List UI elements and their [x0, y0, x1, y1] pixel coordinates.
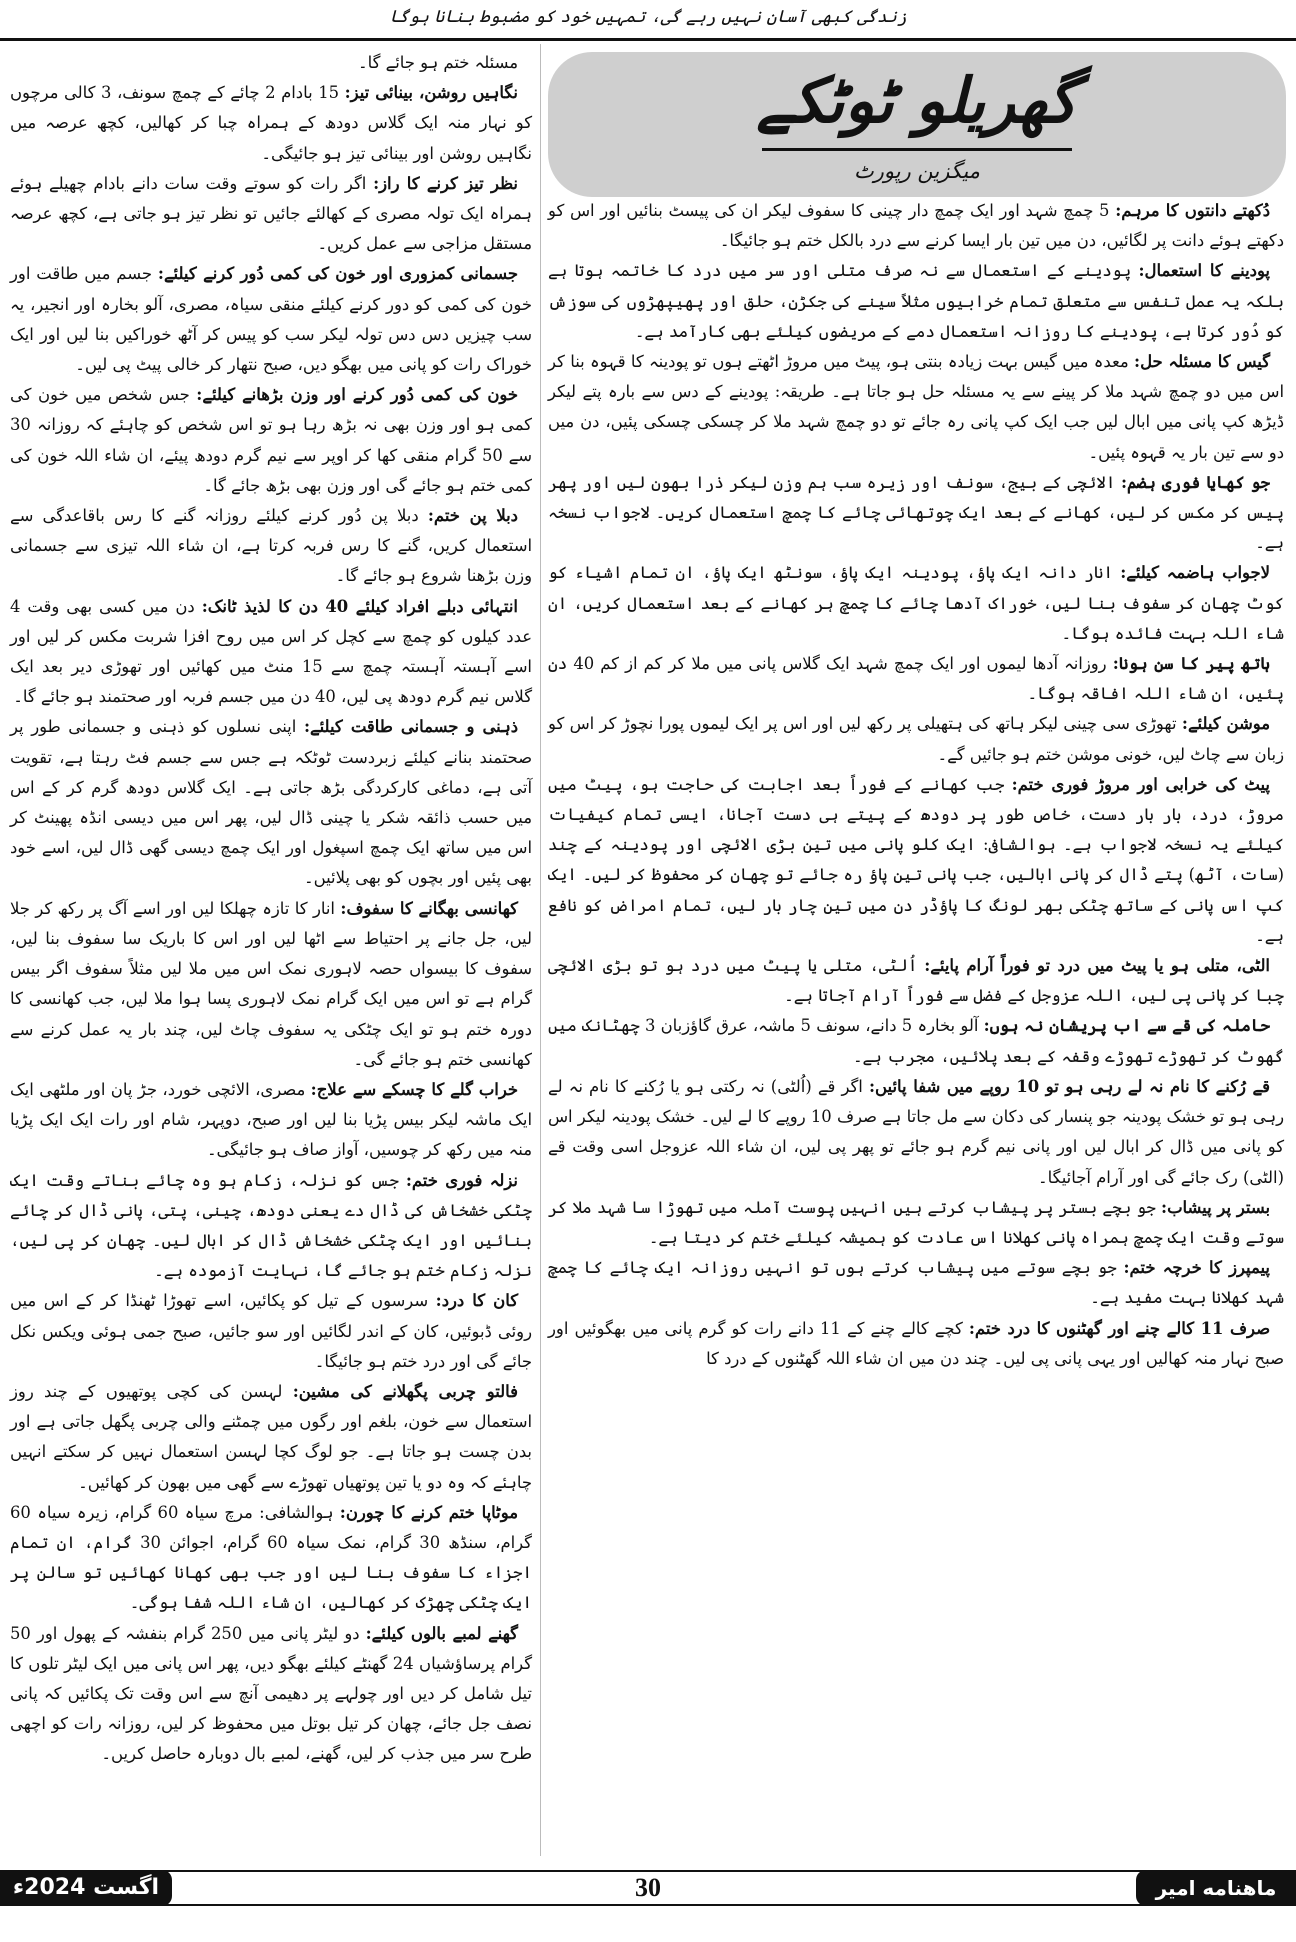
remedy-body: تھوڑی سی چینی لیکر ہاتھ کی ہتھیلی پر رکھ لیں اور اس پر ایک لیموں پورا نچوڑ کر اس کو زبان سے چاٹ لیں، خونی موشن ختم ہو جائیں گے۔ — [548, 714, 1284, 764]
article-title: گھریلو ٹوٹکے — [756, 64, 1078, 137]
remedy-paragraph — [10, 1619, 532, 1770]
remedy-body: 15 بادام 2 چائے کے چمچ سونف، 3 کالی مرچوں کو نہار منہ ایک گلاس دودھ کے ہمراہ چبا کر کھالیں، کچھ عرصہ میں نگاہیں روشن اور بینائی تیز ہو جائیگی۔ — [10, 83, 532, 163]
remedy-heading: جسمانی کمزوری اور خون کی کمی دُور کرنے کیلئے: — [157, 264, 518, 284]
remedy-heading: کھانسی بھگانے کا سفوف: — [340, 898, 518, 918]
remedy-body: اگر رات کو سوتے وقت سات دانے بادام چھیلے ہوئے ہمراہ ایک تولہ مصری کے کھالئے جائیں تو نظر تیز ہو جاتی ہے، کچھ عرصہ مستقل مزاجی سے عمل کریں۔ — [10, 173, 532, 254]
remedy-paragraph — [548, 1253, 1284, 1313]
remedy-paragraph — [10, 48, 532, 78]
remedy-heading: انتہائی دبلے افراد کیلئے 40 دن کا لذیذ ٹانک: — [201, 596, 518, 616]
remedy-body: الائچی کے بیج، سونف اور زیرہ سب ہم وزن لیکر ذرا بھون لیں اور پھر پیس کر مکس کر لیں، کھانے کے بعد ایک چوتھائی چائے کا چمچ استعمال کریں۔ لاجواب نسخہ ہے۔ — [548, 472, 1284, 553]
remedy-body: اگر قے (اُلٹی) نہ رکتی ہو یا رُکنے کا نام نہ لے رہی ہو تو خشک پودینہ جو پنسار کی دکان سے مل جاتا ہے صرف 10 روپے کا لے لیں۔ خشک پودینہ لیکر اس کو پانی میں ڈال کر ابال لیں اور پانی نیم گرم ہو جائے تو پھر پی لیں، ان شاء اللہ عزوجل اسی وقت قے (الٹی) رک جائے گی اور آرام آجائیگا۔ — [548, 1076, 1284, 1187]
remedy-body: مسئلہ ختم ہو جائے گا۔ — [358, 53, 518, 72]
remedy-heading: جو کھایا فوری ہضم: — [1120, 472, 1270, 492]
remedy-paragraph — [10, 78, 532, 169]
page-footer — [0, 1870, 1296, 1936]
remedy-body: اُلٹی، متلی یا پیٹ میں درد ہو تو بڑی الائچی چبا کر پانی پی لیں، اللہ عزوجل کے فضل سے فوراً آرام آجاتا ہے۔ — [548, 956, 1284, 1006]
remedy-body: دن میں کسی بھی وقت 4 عدد کیلوں کو چمچ سے کچل کر اس میں روح افزا شربت مکس کر لیں اور اسے آہستہ آہستہ چمچ سے 15 منٹ میں کھائیں اور تھوڑی دیر بعد ایک گلاس نیم گرم دودھ پی لیں، 40 دن میں جسم فربہ اور صحتمند ہو جائے گا۔ — [10, 596, 532, 707]
remedy-paragraph — [10, 380, 532, 501]
remedy-paragraph — [10, 1377, 532, 1498]
remedy-heading: خون کی کمی دُور کرنے اور وزن بڑھانے کیلئے: — [196, 385, 518, 405]
remedy-heading: گیس کا مسئلہ حل: — [1134, 352, 1270, 372]
remedy-heading: دبلا پن ختم: — [427, 506, 518, 526]
remedy-heading: نظر تیز کرنے کا راز: — [373, 173, 518, 193]
remedy-paragraph — [548, 558, 1284, 649]
remedy-paragraph — [548, 196, 1284, 256]
remedy-paragraph — [10, 894, 532, 1075]
remedy-paragraph — [548, 1072, 1284, 1193]
remedy-body: پودینے کے استعمال سے نہ صرف متلی اور سر میں درد کا خاتمہ ہوتا ہے بلکہ یہ عمل تنفس سے متعلق تمام خرابیوں مثلاً سینے کی جکڑن، حلق اور پھیپھڑوں کی سوزش کو دُور کرتا ہے، پودینے کا روزانہ استعمال دمے کے مریضوں کیلئے بھی کارآمد ہے۔ — [548, 261, 1284, 341]
issue-date-badge: اگست 2024ء — [0, 1870, 172, 1906]
remedy-body: جب کھانے کے فوراً بعد اجابت کی حاجت ہو، پیٹ میں مروڑ، درد، بار بار دست، خاص طور پر دودھ کے پیتے ہی دست آجانا، ایسی تمام کیفیات کیلئے یہ نسخہ لاجواب ہے۔ ہوالشافی: ایک کلو پانی میں تین بڑی الائچی اور پودینہ کے چند (سات، آٹھ) پتے ڈال کر پانی ابالیں، جب پانی تین پاؤ رہ جائے تو چھان کر محفوظ کر لیں۔ ایک کپ اس پانی کے ساتھ چٹکی بھر لونگ کا پاؤڈر دن میں تین چار بار لیں، تمام امراض کو نافع ہے۔ — [548, 774, 1284, 945]
remedy-body: لہسن کی کچی پوتھیوں کے چند روز استعمال سے خون، بلغم اور رگوں میں چمٹنے والی چربی پگھل جاتی ہے اور بدن چست ہو جاتا ہے۔ جو لوگ کچا لہسن استعمال نہیں کر سکتے انہیں چاہئے کہ وہ دو یا تین پوتھیاں تھوڑے سے گھی میں بھون کر کھائیں۔ — [10, 1381, 532, 1492]
page-number: 30 — [635, 1873, 661, 1902]
column-divider — [540, 44, 541, 1856]
remedy-heading: نگاہیں روشن، بینائی تیز: — [344, 83, 518, 103]
remedy-body: کچے کالے چنے کے 11 دانے رات کو گرم پانی میں بھگوئیں اور صبح نہار منہ کھالیں اور یہی پانی پی لیں۔ چند دن میں ان شاء اللہ گھٹنوں کے درد کا — [548, 1318, 1284, 1368]
remedy-paragraph — [10, 501, 532, 592]
remedy-heading: موٹاپا ختم کرنے کا چورن: — [339, 1502, 518, 1522]
remedy-body: مصری، الائچی خورد، جڑ پان اور ملٹھی ایک ایک ماشہ لیکر بیس پڑیا بنا لیں اور صبح، دوپہر، شام اور رات ایک ایک پڑیا منہ میں رکھ کر چوسیں، آواز صاف ہو جائیگی۔ — [10, 1079, 532, 1160]
magazine-name-badge: ماهنامه امیر ملت — [1136, 1870, 1296, 1906]
remedy-body: جو بچے بستر پر پیشاب کرتے ہیں انہیں پوست آملہ میں تھوڑا سا شہد ملا کر سوتے وقت ایک چمچ ہمراہ پانی کھلانا اس عادت کو ہمیشہ کیلئے ختم کر دیتا ہے۔ — [548, 1197, 1284, 1247]
remedy-body: ہوالشافی: مرچ سیاہ 60 گرام، زیرہ سیاہ 60 گرام، سنڈھ 30 گرام، نمک سیاہ 60 گرام، اجوائن 30 گرام، ان تمام اجزاء کا سفوف بنا لیں اور جب بھی کھانا کھائیں تو سالن پر ایک چٹکی چھڑک کر کھالیں، ان شاء اللہ شفا ہوگی۔ — [10, 1502, 532, 1613]
remedy-paragraph — [548, 256, 1284, 347]
remedy-paragraph — [10, 169, 532, 260]
remedy-paragraph — [548, 1193, 1284, 1253]
remedy-body: دبلا پن دُور کرنے کیلئے روزانہ گنے کا رس باقاعدگی سے استعمال کریں، گنے کا رس فربہ کرتا ہے، ان شاء اللہ تیزی سے جسمانی وزن بڑھنا شروع ہو جائے گا۔ — [10, 506, 532, 586]
remedy-paragraph — [10, 712, 532, 893]
remedy-body: دو لیٹر پانی میں 250 گرام بنفشہ کے پھول اور 50 گرام پرساؤشیاں 24 گھنٹے کیلئے بھگو دیں، پھر اس پانی میں ایک لیٹر تلوں کا تیل شامل کر دیں اور چولہے پر دھیمی آنچ سے اس وقت تک پکائیں کہ پانی نصف جل جائے، چھان کر تیل بوتل میں محفوظ کر لیں، روزانہ رات کو اچھی طرح سر میں جذب کر لیں، گھنے، لمبے بال دوبارہ حاصل کریں۔ — [10, 1623, 532, 1764]
remedy-paragraph — [10, 1075, 532, 1166]
remedy-paragraph — [548, 468, 1284, 559]
remedy-paragraph — [548, 1314, 1284, 1374]
remedy-body: معدہ میں گیس بہت زیادہ بنتی ہو، پیٹ میں مروڑ اٹھتے ہوں تو پودینہ کا قہوہ بنا کر اس میں دو چمچ شہد ملا کر پینے سے یہ مسئلہ حل ہو جاتا ہے۔ طریقہ: پودینے کے دس سے بارہ پتے لیکر ڈیڑھ کپ پانی میں ابال لیں جب ایک کپ پانی رہ جائے تو دو چمچ شہد ملا کر چسکی چسکی پئیں، دن میں دو سے تین بار یہ قہوہ پئیں۔ — [548, 352, 1284, 462]
remedy-heading: پیمپرز کا خرچہ ختم: — [1123, 1258, 1270, 1278]
remedy-heading: پودینے کا استعمال: — [1138, 261, 1270, 281]
left-column — [10, 48, 532, 1770]
remedy-body: جسم میں طاقت اور خون کی کمی کو دور کرنے کیلئے منقی سیاہ، مصری، آلو بخارہ اور انجیر، یہ سب چیزیں دس دس تولہ لیکر سب کو پیس کر آٹھ خوراکیں بنا لیں اور ایک خوراک رات کو پانی میں بھگو دیں، صبح نتھار کر خالی پیٹ پی لیں۔ — [10, 264, 532, 375]
remedy-body: روزانہ آدھا لیموں اور ایک چمچ شہد ایک گلاس پانی میں ملا کر کم از کم 40 دن پئیں، ان شاء اللہ افاقہ ہوگا۔ — [548, 654, 1284, 704]
article-byline: میگزین رپورٹ — [853, 159, 981, 183]
remedy-body: جس کو نزلہ، زکام ہو وہ چائے بناتے وقت ایک چٹکی خشخاش کی ڈال دے یعنی دودھ، چینی، پتی، پانی ڈال کر چائے بنائیں اور ایک چٹکی خشخاش ڈال کر ابال لیں۔ چھان کر پی لیں، نزلہ زکام ختم ہو جائے گا، نہایت آزمودہ ہے۔ — [10, 1170, 532, 1281]
remedy-paragraph — [548, 649, 1284, 709]
remedy-paragraph — [10, 592, 532, 713]
remedy-heading: ذہنی و جسمانی طاقت کیلئے: — [303, 717, 518, 737]
header-quote: زندگی کبھی آسان نہیں رہے گی، تمہیں خود کو مضبوط بنانا ہوگا — [389, 7, 907, 27]
remedy-paragraph — [548, 347, 1284, 468]
remedy-body: 5 چمچ شہد اور ایک چمچ دار چینی کا سفوف لیکر ان کی پیسٹ بنائیں اور اس کو دکھتے ہوئے دانت پر لگائیں، دن میں تین بار ایسا کرنے سے درد بالکل ختم ہو جائیگا۔ — [548, 201, 1284, 251]
remedy-heading: کان کا درد: — [435, 1291, 519, 1311]
remedy-body: اپنی نسلوں کو ذہنی و جسمانی طور پر صحتمند بنانے کیلئے زبردست ٹوٹکہ ہے جس سے جسم فٹ رہتا ہے، تقویت آتی ہے، دماغی کارکردگی بڑھ جاتی ہے۔ ایک گلاس دودھ گرم کر کے اس میں حسب ذائقہ شکر یا چینی ڈال لیں، پھر اس میں دیسی انڈہ پھینٹ کر اس میں ساتھ ایک چمچ اسپغول اور ایک چمچ دیسی گھی ڈال لیں، اسے خود بھی پئیں اور بچوں کو بھی پلائیں۔ — [10, 717, 532, 888]
remedy-heading: ہاتھ پیر کا سن ہونا: — [1112, 654, 1270, 674]
remedy-heading: نزلہ فوری ختم: — [405, 1170, 518, 1190]
remedy-body: انار دانہ ایک پاؤ، پودینہ ایک پاؤ، سونٹھ ایک پاؤ، ان تمام اشیاء کو کوٹ چھان کر سفوف بنا لیں، خوراک آدھا چائے کا چمچ ہر کھانے کے بعد استعمال کریں، ان شاء اللہ بہت فائدہ ہوگا۔ — [548, 563, 1284, 643]
remedy-heading: حاملہ کی قے سے اب پریشان نہ ہوں: — [983, 1016, 1271, 1036]
remedy-heading: دُکھتے دانتوں کا مرہم: — [1115, 201, 1271, 220]
title-rule — [762, 148, 1072, 151]
remedy-heading: الٹی، متلی ہو یا پیٹ میں درد تو فوراً آرام پایئے: — [924, 956, 1270, 976]
remedy-body: جو بچے سوتے میں پیشاب کرتے ہوں تو انہیں روزانہ ایک چائے کا چمچ شہد کھلانا بہت مفید ہے۔ — [548, 1258, 1284, 1308]
remedy-paragraph — [548, 770, 1284, 951]
remedy-paragraph — [10, 1286, 532, 1377]
remedy-body: جس شخص میں خون کی کمی ہو اور وزن بھی نہ بڑھ رہا ہو تو اس شخص کو چاہئے کہ روزانہ 30 سے 50 گرام منقی کھا کر اوپر سے نیم گرم دودھ پیئے، ان شاء اللہ خون کی کمی ختم ہو جائے گی اور وزن بھی بڑھ جائے گا۔ — [10, 385, 532, 495]
remedy-paragraph — [548, 1011, 1284, 1071]
remedy-paragraph — [548, 951, 1284, 1011]
remedy-paragraph — [10, 1166, 532, 1287]
remedy-heading: پیٹ کی خرابی اور مروڑ فوری ختم: — [1011, 774, 1270, 794]
remedy-heading: لاجواب ہاضمہ کیلئے: — [1120, 563, 1270, 583]
remedy-body: انار کا تازہ چھلکا لیں اور اسے آگ پر رکھ کر جلا لیں، جل جانے پر احتیاط سے اٹھا لیں اور اس کا باریک سا سفوف بنا لیں، سفوف کا بیسواں حصہ لاہوری نمک اس میں ملا لیں مثلاً سفوف اگر بیس گرام ہے تو اس میں ایک گرام نمک لاہوری پسا ہوا ملا لیں، جب کھانسی کا دورہ ختم ہو تو ایک چٹکی یہ سفوف چاٹ لیں، چند بار یہ عمل کرنے سے کھانسی ختم ہو جائے گی۔ — [10, 898, 532, 1069]
remedy-heading: موشن کیلئے: — [1181, 714, 1270, 734]
remedy-heading: گھنے لمبے بالوں کیلئے: — [365, 1623, 518, 1643]
remedy-heading: قے رُکنے کا نام نہ لے رہی ہو تو 10 روپے میں شفا پائیں: — [869, 1076, 1270, 1096]
remedy-body: آلو بخارہ 5 دانے، سونف 5 ماشہ، عرق گاؤزبان 3 چھٹانک میں گھوٹ کر تھوڑے تھوڑے وقفہ کے بعد پلائیں، مجرب ہے۔ — [548, 1016, 1284, 1066]
article-title-banner — [548, 52, 1286, 197]
header-rule — [0, 38, 1296, 41]
right-column — [548, 196, 1284, 1374]
remedy-paragraph — [548, 709, 1284, 769]
remedy-heading: بستر پر پیشاب: — [1161, 1197, 1271, 1217]
remedy-paragraph — [10, 259, 532, 380]
remedy-heading: صرف 11 کالے چنے اور گھٹنوں کا درد ختم: — [968, 1318, 1270, 1338]
remedy-paragraph — [10, 1498, 532, 1619]
remedy-body: سرسوں کے تیل کو پکائیں، اسے تھوڑا ٹھنڈا کر کے اس میں روئی ڈبوئیں، کان کے اندر لگائیں اور سو جائیں، صبح جمی ہوئی ویکس نکل جائے گی اور درد ختم ہو جائیگا۔ — [10, 1291, 532, 1371]
remedy-heading: فالتو چربی پگھلانے کی مشین: — [292, 1381, 518, 1401]
remedy-heading: خراب گلے کا چسکے سے علاج: — [310, 1079, 518, 1099]
